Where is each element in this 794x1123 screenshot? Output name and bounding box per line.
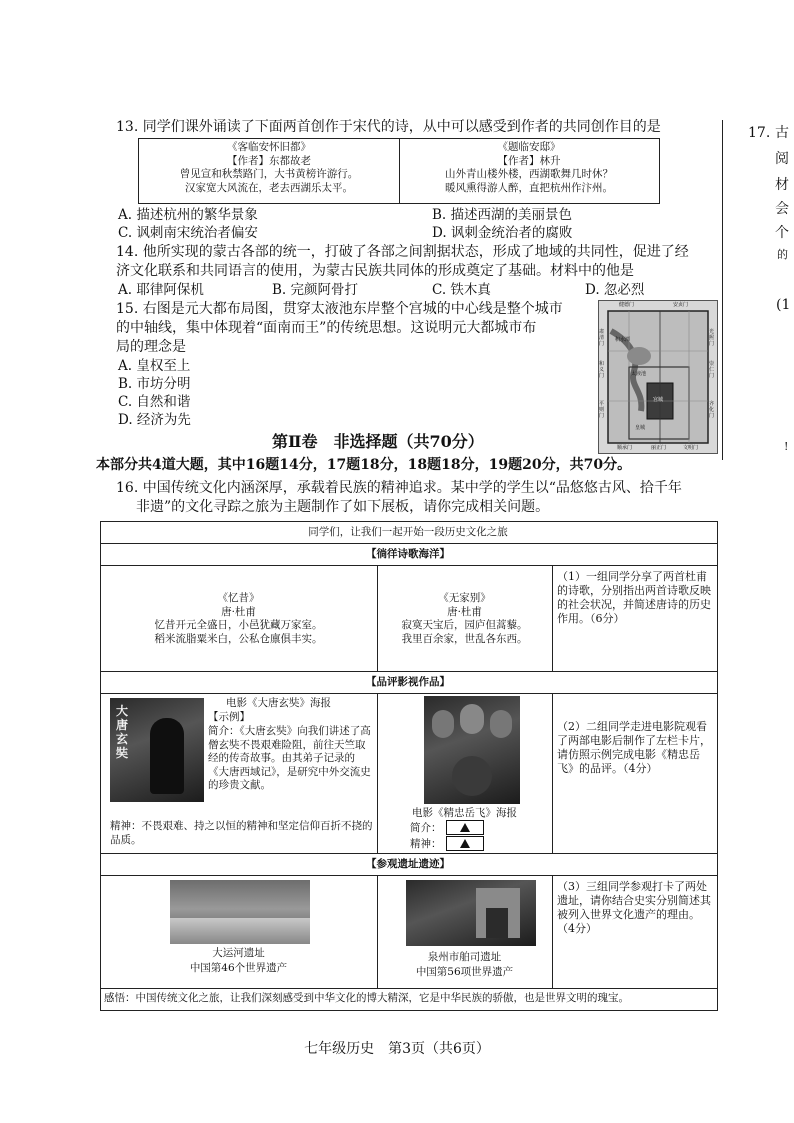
margin-char: 会 (775, 201, 789, 217)
poster-datang-text: 大唐玄奘 (116, 704, 129, 760)
section-site-header: 【参观遗址遗迹】 (366, 858, 450, 870)
map-label: 齐化门 (709, 401, 715, 419)
spirit-answer-box[interactable] (446, 836, 484, 851)
q13-poem1-title: 《客临安怀旧都》 (227, 141, 311, 153)
triangle-icon (460, 823, 470, 832)
q15-option-c[interactable]: C. 自然和谐 (118, 394, 191, 410)
margin-paren: (1 (776, 297, 791, 313)
q14-option-c[interactable]: C. 铁木真 (432, 282, 491, 298)
map-label: 平则门 (599, 401, 605, 419)
q15-option-a[interactable]: A. 皇权至上 (118, 358, 191, 374)
q15-option-b[interactable]: B. 市坊分明 (118, 376, 191, 392)
q14-line1: 14. 他所实现的蒙古各部的统一，打破了各部之间割据状态，形成了地域的共同性，促进了经 (116, 244, 689, 260)
margin-char: 材 (775, 177, 789, 193)
section2-intro: 本部分共4道大题，其中16题14分，17题18分，18题18分，19题20分，共70分。 (96, 457, 632, 473)
margin-char: 的 (777, 248, 788, 261)
section-film-header: 【品评影视作品】 (366, 676, 450, 688)
poster1-caption: 电影《大唐玄奘》海报 (226, 697, 331, 709)
site2-heritage: 中国第56项世界遗产 (415, 966, 514, 978)
q14-option-b[interactable]: B. 完颜阿骨打 (272, 282, 359, 298)
intro-label: 简介： (410, 822, 442, 834)
q13-poem-table (138, 138, 660, 204)
margin-char: 古 (775, 125, 789, 141)
q13-option-c[interactable]: C. 讽刺南宋统治者偏安 (118, 225, 258, 241)
q16-line2: 非遗”的文化寻踪之旅为主题制作了如下展板，请你完成相关问题。 (136, 499, 550, 515)
poem-yixi-line1: 忆昔开元全盛日，小邑犹藏万家室。 (154, 619, 323, 631)
spirit-label: 精神： (410, 838, 442, 850)
q13-option-a[interactable]: A. 描述杭州的繁华景象 (118, 207, 258, 223)
map-label: 崇仁门 (709, 361, 715, 379)
site1-heritage: 中国第46个世界遗产 (189, 962, 288, 974)
q15-line2: 的中轴线，集中体现着“面南而王”的传统思想。这说明元大都城市布 (116, 320, 537, 336)
section2-title: 第Ⅱ卷 非选择题（共70分） (272, 432, 484, 451)
task-2: （2）二组同学走进电影院观看了两部电影后制作了左栏卡片，请仿照示例完成电影《精忠岳飞》的品评。（4分） (557, 720, 711, 775)
map-label: 文明门 (683, 445, 699, 451)
q13-poem1-author: 【作者】东都故老 (227, 154, 311, 167)
triangle-icon (460, 839, 470, 848)
q13-option-d[interactable]: D. 讽刺金统治者的腐败 (432, 225, 573, 241)
example-spirit: 精神：不畏艰难、持之以恒的精神和坚定信仰百折不挠的品质。 (110, 820, 373, 846)
q15-line1: 15. 右图是元大都布局图，贯穿太液池东岸整个宫城的中心线是整个城市 (116, 301, 563, 317)
q13-poem1-line1: 曾见宣和秋禁路门，大书黄榜许游行。 (179, 168, 359, 180)
map-label: 宫城 (653, 397, 664, 403)
map-label: 太液池 (631, 371, 647, 377)
map-drawing (599, 301, 717, 453)
example-text: 简介：《大唐玄奘》向我们讲述了高僧玄奘不畏艰难险阻，前往天竺取经的传奇故事。由其弟子记录的《大唐西域记》，是研究中外交流史的珍贵文献。 (208, 725, 371, 791)
task-1: （1）一组同学分享了两首杜甫的诗歌，分别指出两首诗歌反映的社会状况，并简述唐诗的历史作用。（6分） (557, 570, 711, 625)
example-label: 【示例】 (208, 711, 250, 723)
poem-wujiabie-line2: 我里百余家，世乱各东西。 (401, 632, 528, 645)
map-label: 积水潭 (615, 337, 631, 343)
map-label: 肃清门 (599, 329, 605, 347)
map-label: 和义门 (599, 361, 605, 379)
q14-option-a[interactable]: A. 耶律阿保机 (118, 282, 204, 298)
q16-line1: 16. 中国传统文化内涵深厚，承载着民族的精神追求。某中学的学生以“品悠悠古风、拾千年 (116, 480, 682, 496)
map-label: 顺承门 (617, 445, 633, 451)
quanzhou-shibosi-photo (406, 880, 536, 946)
poster2-caption: 电影《精忠岳飞》海报 (412, 807, 517, 819)
poem-wujiabie (377, 592, 552, 646)
board-footer: 感悟：中国传统文化之旅，让我们深刻感受到中华文化的博大精深，它是中华民族的骄傲，也是世界文明的瑰宝。 (104, 992, 629, 1004)
board-header: 同学们，让我们一起开始一段历史文化之旅 (308, 526, 508, 538)
map-label: 丽正门 (651, 445, 667, 451)
next-question-number: 17. (748, 125, 771, 141)
poster-datang-xuanzang (110, 698, 204, 802)
section-poetry-header: 【徜徉诗歌海洋】 (366, 548, 450, 560)
task-3: （3）三组同学参观打卡了两处遗址，请你结合史实分别简述其被列入世界文化遗产的理由。（4分） (557, 880, 711, 935)
q15-line3: 局的理念是 (116, 339, 186, 355)
poem-yixi (100, 592, 377, 646)
q13-poem2-line1: 山外青山楼外楼，西湖歌舞几时休？ (445, 168, 613, 180)
map-label: 皇城 (635, 425, 646, 431)
grand-canal-photo (170, 880, 310, 944)
map-label: 光熙门 (709, 329, 715, 347)
q13-poem2-title: 《题临安邸》 (497, 141, 561, 153)
yuan-dadu-map (598, 300, 718, 454)
map-label: 安贞门 (673, 302, 689, 308)
poem-yixi-author: 唐·杜甫 (221, 605, 256, 618)
margin-char: 阅 (775, 151, 789, 167)
poster-figure (150, 718, 184, 794)
q13-poem2-line2: 暖风熏得游人醉，直把杭州作汴州。 (445, 181, 613, 194)
site2-name: 泉州市舶司遗址 (427, 951, 502, 963)
poem-wujiabie-title: 《无家别》 (438, 592, 491, 604)
intro-answer-box[interactable] (446, 820, 484, 835)
q15-option-d[interactable]: D. 经济为先 (118, 412, 191, 428)
poster-jingzhong-yuefei (424, 696, 520, 804)
poem-wujiabie-author: 唐·杜甫 (447, 605, 482, 618)
margin-mark: ! (784, 440, 789, 453)
q13-option-b[interactable]: B. 描述西湖的美丽景色 (432, 207, 573, 223)
site1-name: 大运河遗址 (212, 947, 265, 959)
q13-poem2-author: 【作者】林升 (497, 154, 561, 167)
q13-poem1-line2: 汉家宽大风流在，老去西湖乐太平。 (185, 181, 353, 194)
page-divider (722, 120, 723, 460)
map-label: 健德门 (619, 302, 635, 308)
q13-stem: 13. 同学们课外诵读了下面两首创作于宋代的诗，从中可以感受到作者的共同创作目的是 (116, 119, 661, 135)
q14-option-d[interactable]: D. 忽必烈 (585, 282, 645, 298)
poem-wujiabie-line1: 寂寞天宝后，园庐但蒿藜。 (401, 619, 528, 631)
q14-line2: 济文化联系和共同语言的使用，为蒙古民族共同体的形成奠定了基础。材料中的他是 (116, 263, 634, 279)
poem-yixi-line2: 稻米流脂粟米白，公私仓廪俱丰实。 (154, 632, 323, 645)
page-footer: 七年级历史 第3页（共6页） (304, 1041, 490, 1057)
poem-yixi-title: 《忆昔》 (217, 592, 260, 604)
margin-char: 个 (775, 225, 789, 241)
